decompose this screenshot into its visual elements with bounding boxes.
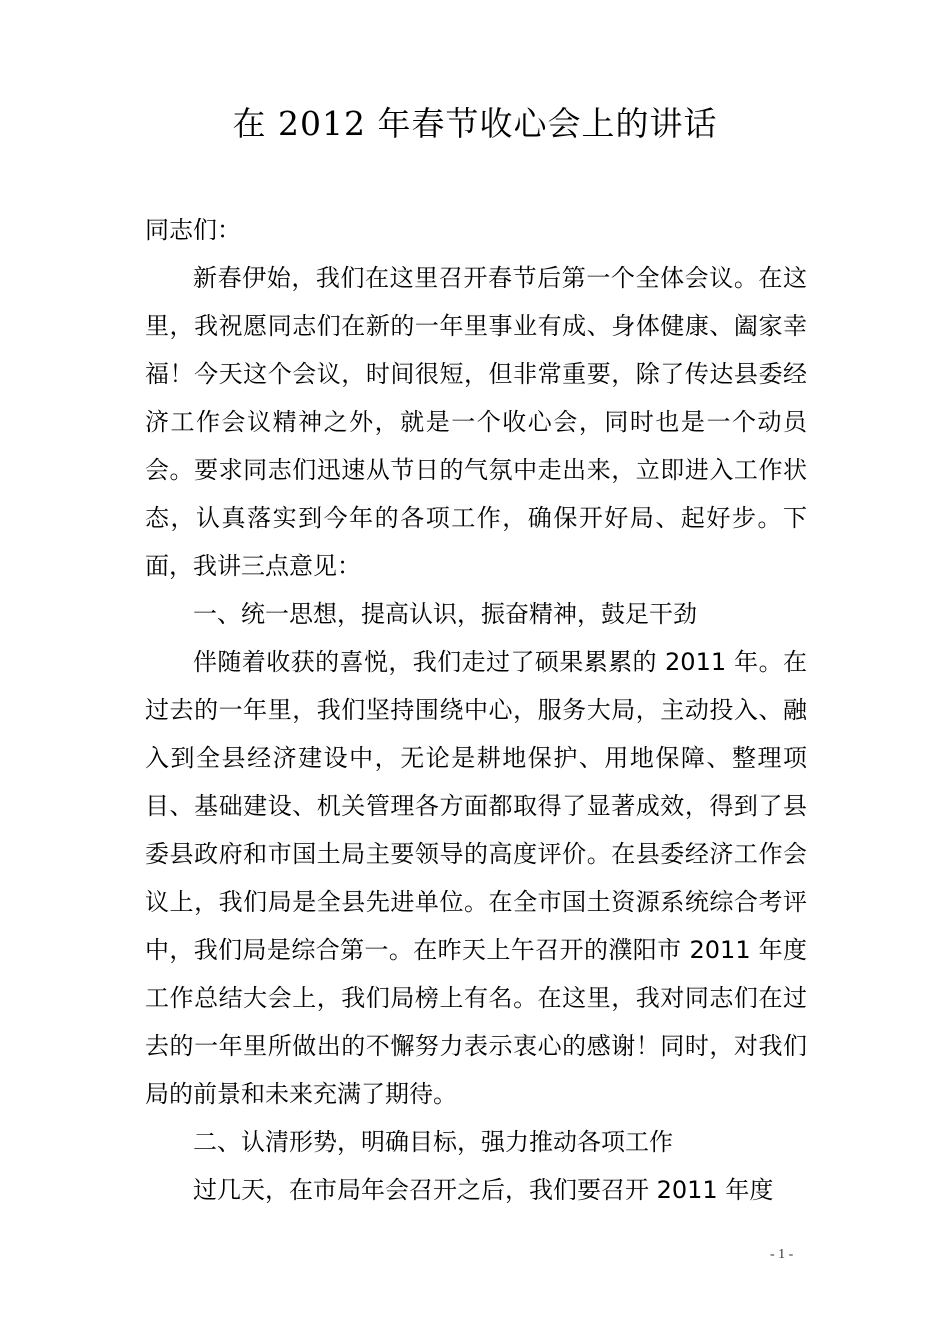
section-1-heading: 一、统一思想，提高认识，振奋精神，鼓足干劲: [193, 600, 697, 628]
salutation: 同志们：: [145, 216, 241, 244]
opening-paragraph: 新春伊始，我们在这里召开春节后第一个全体会议。在这里，我祝愿同志们在新的一年里事业有成、身体健康、阖家幸福！今天这个会议，时间很短，但非常重要，除了传达县委经济工作会议精神之外，就是一个收心会，同时也是一个动员会。要求同志们迅速从节日的气氛中走出来，立即进入工作状态，认真落实到今年的各项工作，确保开好局、起好步。下面，我讲三点意见：: [145, 264, 807, 580]
section-1-paragraph: 伴随着收获的喜悦，我们走过了硕果累累的 2011 年。在过去的一年里，我们坚持围绕中心，服务大局，主动投入、融入到全县经济建设中，无论是耕地保护、用地保障、整理项目、基础建设、机关管理各方面都取得了显著成效，得到了县委县政府和市国土局主要领导的高度评价。在县委经济工作会议上，我们局是全县先进单位。在全市国土资源系统综合考评中，我们局是综合第一。在昨天上午召开的濮阳市 2011 年度工作总结大会上，我们局榜上有名。在这里，我对同志们在过去的一年里所做出的不懈努力表示衷心的感谢！同时，对我们局的前景和未来充满了期待。: [145, 648, 807, 1108]
document-body: [145, 206, 807, 1214]
section-2-heading: 二、认清形势，明确目标，强力推动各项工作: [193, 1128, 673, 1156]
document-title: 在 2012 年春节收心会上的讲话: [232, 104, 718, 143]
page-number: - 1 -: [770, 1247, 794, 1262]
section-2-paragraph: 过几天，在市局年会召开之后，我们要召开 2011 年度: [193, 1176, 774, 1204]
